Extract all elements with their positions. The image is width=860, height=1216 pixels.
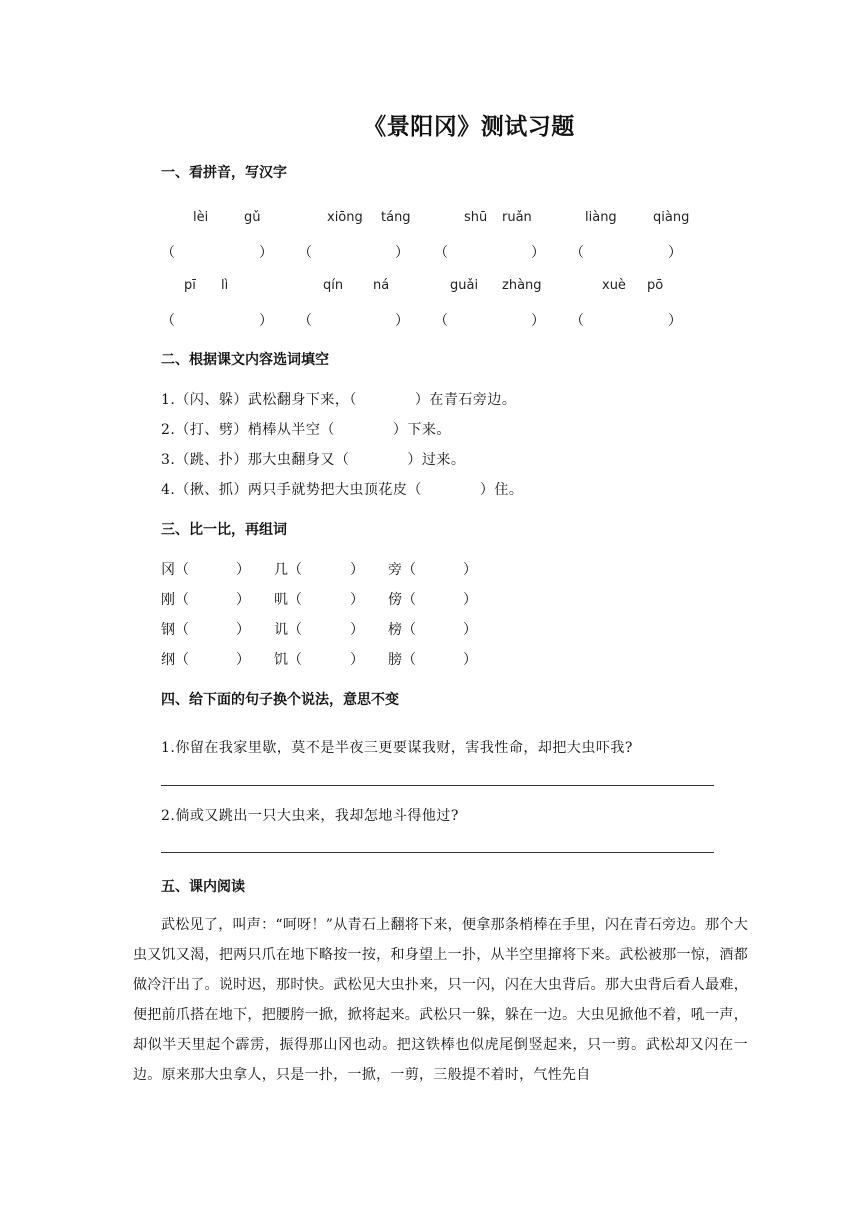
pinyin: liàng: [585, 210, 617, 225]
section4-heading: 四、给下面的句子换个说法，意思不变: [161, 692, 399, 708]
close-paren: ）: [259, 245, 273, 261]
item-text: 2.（打、劈）梢棒从半空（: [161, 422, 335, 438]
close-paren: ）: [668, 313, 682, 329]
compare-char: 几: [274, 562, 289, 578]
close-paren: ）: [463, 652, 477, 668]
open-paren: （: [434, 313, 448, 329]
fill-blank-item: [161, 389, 516, 409]
open-paren: （: [402, 562, 416, 578]
answer-line-1: [161, 785, 714, 786]
close-paren: ）: [259, 313, 273, 329]
close-paren: ）: [236, 592, 250, 608]
compare-char: 膀: [388, 652, 403, 668]
pinyin: lèi: [193, 210, 209, 225]
compare-char: 讥: [274, 622, 289, 638]
compare-char: 刚: [161, 592, 176, 608]
pinyin: zhàng: [502, 278, 542, 293]
close-paren: ）: [395, 313, 409, 329]
fill-blank-item: [161, 449, 465, 469]
close-paren: ）: [236, 562, 250, 578]
answer-line-2: [161, 852, 714, 853]
pinyin: xuè: [602, 278, 626, 293]
open-paren: （: [288, 592, 302, 608]
pinyin: qiàng: [653, 210, 690, 225]
close-paren: ）: [463, 562, 477, 578]
item-text: 1.（闪、躲）武松翻身下来，（: [161, 392, 357, 408]
pinyin: pī: [184, 278, 196, 293]
rewrite-sentence-2: 2.倘或又跳出一只大虫来，我却怎地斗得他过?: [161, 808, 459, 824]
open-paren: （: [175, 652, 189, 668]
compare-char: 旁: [388, 562, 403, 578]
close-paren: ）: [350, 592, 364, 608]
compare-char: 钢: [161, 622, 176, 638]
close-paren: ）: [350, 652, 364, 668]
pinyin: gǔ: [244, 210, 261, 225]
close-paren: ）: [236, 622, 250, 638]
open-paren: （: [570, 245, 584, 261]
open-paren: （: [161, 245, 175, 261]
open-paren: （: [175, 592, 189, 608]
close-paren: ）: [395, 245, 409, 261]
close-paren: ）: [531, 313, 545, 329]
close-paren: ）: [236, 652, 250, 668]
pinyin: guǎi: [450, 278, 479, 293]
open-paren: （: [288, 652, 302, 668]
item-text: ）下来。: [392, 422, 451, 438]
page-title: 《景阳冈》测试习题: [363, 114, 575, 140]
fill-blank-item: [161, 479, 523, 499]
compare-char: 冈: [161, 562, 176, 578]
open-paren: （: [175, 622, 189, 638]
item-text: ）住。: [479, 482, 524, 498]
close-paren: ）: [350, 622, 364, 638]
pinyin: pō: [647, 278, 664, 293]
open-paren: （: [288, 622, 302, 638]
pinyin: ná: [373, 278, 390, 293]
compare-char: 饥: [274, 652, 289, 668]
compare-char: 叽: [274, 592, 289, 608]
open-paren: （: [402, 592, 416, 608]
section5-heading: 五、课内阅读: [161, 879, 245, 895]
item-text: ）过来。: [407, 452, 466, 468]
open-paren: （: [402, 622, 416, 638]
pinyin: lì: [221, 278, 229, 293]
rewrite-sentence-1: 1.你留在我家里歇，莫不是半夜三更要谋我财，害我性命，却把大虫吓我?: [161, 740, 633, 756]
close-paren: ）: [463, 622, 477, 638]
compare-char: 傍: [388, 592, 403, 608]
section3-heading: 三、比一比，再组词: [161, 522, 287, 538]
pinyin: táng: [381, 210, 411, 225]
close-paren: ）: [668, 245, 682, 261]
section1-heading: 一、看拼音，写汉字: [161, 165, 287, 181]
compare-char: 榜: [388, 622, 403, 638]
open-paren: （: [298, 313, 312, 329]
close-paren: ）: [350, 562, 364, 578]
open-paren: （: [175, 562, 189, 578]
pinyin: xiōng: [327, 210, 363, 225]
item-text: 3.（跳、扑）那大虫翻身又（: [161, 452, 350, 468]
item-text: 4.（揪、抓）两只手就势把大虫顶花皮（: [161, 482, 422, 498]
item-text: ）在青石旁边。: [414, 392, 517, 408]
open-paren: （: [434, 245, 448, 261]
reading-passage: 武松见了，叫声：“呵呀！”从青石上翻将下来，便拿那条梢棒在手里，闪在青石旁边。那个大虫又饥又渴，把两只爪在地下略按一按，和身望上一扑，从半空里撺将下来。武松被那一惊，酒都做冷汗出了。说时迟，那时快。武松见大虫扑来，只一闪，闪在大虫背后。那大虫背后看人最难，便把前爪搭在地下，把腰胯一掀，掀将起来。武松只一躲，躲在一边。大虫见掀他不着，吼一声，却似半天里起个霹雳，振得那山冈也动。把这铁棒也似虎尾倒竖起来，只一剪。武松却又闪在一边。原来那大虫拿人，只是一扑，一掀，一剪，三般提不着时，气性先自: [133, 917, 748, 1083]
section2-heading: 二、根据课文内容选词填空: [161, 352, 329, 368]
open-paren: （: [288, 562, 302, 578]
open-paren: （: [298, 245, 312, 261]
close-paren: ）: [531, 245, 545, 261]
compare-char: 纲: [161, 652, 176, 668]
pinyin: shū: [464, 210, 488, 225]
fill-blank-item: [161, 419, 451, 439]
open-paren: （: [161, 313, 175, 329]
open-paren: （: [570, 313, 584, 329]
pinyin: qín: [323, 278, 344, 293]
open-paren: （: [402, 652, 416, 668]
pinyin: ruǎn: [502, 210, 532, 225]
close-paren: ）: [463, 592, 477, 608]
